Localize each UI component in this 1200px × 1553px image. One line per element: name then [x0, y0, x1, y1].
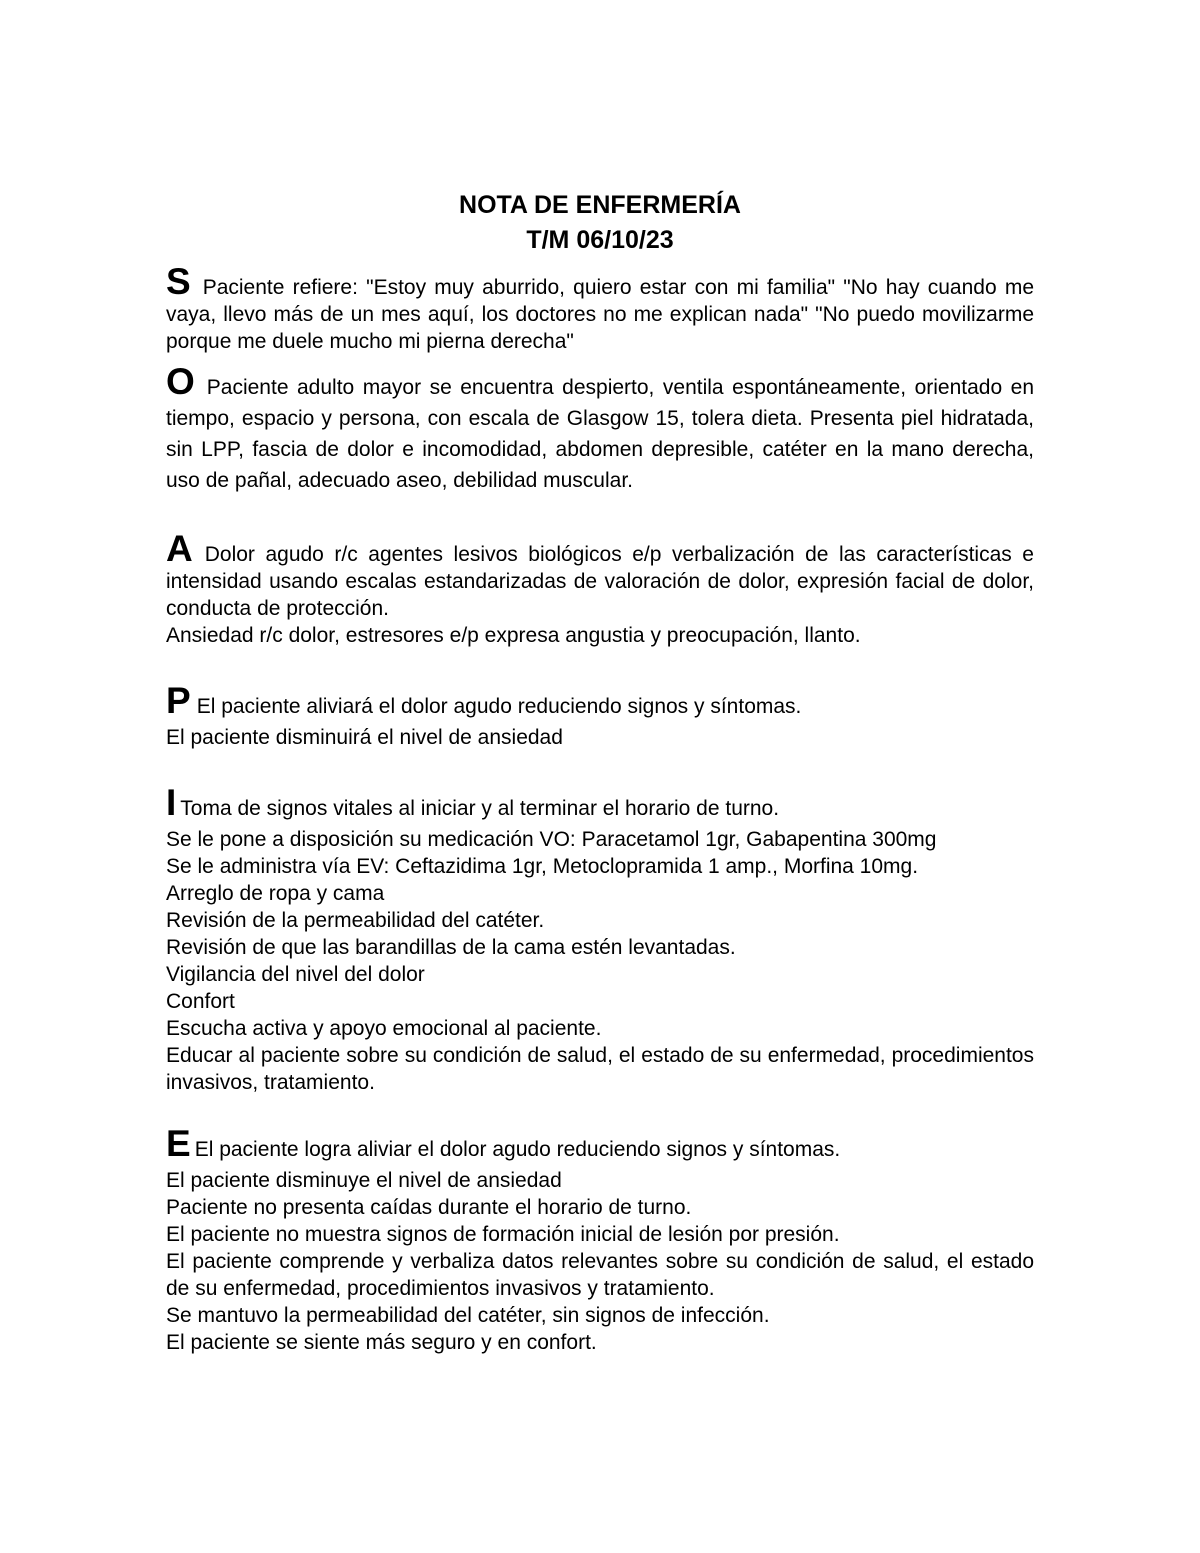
plan-line: El paciente disminuirá el nivel de ansiedad: [166, 726, 563, 749]
section-letter-s: S: [166, 261, 191, 302]
intervention-line: Se le pone a disposición su medicación VO: Paracetamol 1gr, Gabapentina 300mg: [166, 828, 937, 851]
evaluation-line: Se mantuvo la permeabilidad del catéter, sin signos de infección.: [166, 1304, 770, 1327]
intervention-line: Confort: [166, 990, 235, 1013]
section-letter-a: A: [166, 528, 193, 569]
evaluation-first-line: [166, 1123, 1034, 1164]
section-assessment: [166, 528, 1034, 649]
evaluation-first-text: El paciente logra aliviar el dolor agudo reduciendo signos y síntomas.: [194, 1138, 841, 1161]
document-title: NOTA DE ENFERMERÍA: [459, 191, 741, 219]
section-evaluation: [166, 1123, 1034, 1356]
subjective-paragraph: [166, 261, 1034, 355]
intervention-line: Revisión de la permeabilidad del catéter.: [166, 909, 545, 932]
assessment-line-2: Ansiedad r/c dolor, estresores e/p expresa angustia y preocupación, llanto.: [166, 624, 861, 647]
subjective-text: Paciente refiere: "Estoy muy aburrido, quiero estar con mi familia" "No hay cuando me vaya, llevo más de un mes aquí, los doctores no me explican nada" "No puedo movilizarme porque me duele mucho mi pierna derecha": [166, 276, 1034, 353]
evaluation-line: El paciente disminuye el nivel de ansiedad: [166, 1169, 562, 1192]
section-letter-i: I: [166, 782, 177, 823]
evaluation-line: El paciente se siente más seguro y en confort.: [166, 1331, 597, 1354]
intervention-line: Escucha activa y apoyo emocional al paciente.: [166, 1017, 602, 1040]
evaluation-line: El paciente no muestra signos de formación inicial de lesión por presión.: [166, 1223, 840, 1246]
assessment-paragraph: [166, 528, 1034, 622]
intervention-line: Arreglo de ropa y cama: [166, 882, 385, 905]
section-letter-e: E: [166, 1123, 191, 1164]
section-intervention: [166, 782, 1034, 1096]
evaluation-line: El paciente comprende y verbaliza datos relevantes sobre su condición de salud, el estado de su enfermedad, procedimientos invasivos y tratamiento.: [166, 1250, 1034, 1300]
evaluation-line: Paciente no presenta caídas durante el horario de turno.: [166, 1196, 692, 1219]
plan-first-line: [166, 680, 1034, 721]
intervention-line: Se le administra vía EV: Ceftazidima 1gr, Metoclopramida 1 amp., Morfina 10mg.: [166, 855, 919, 878]
intervention-line: Revisión de que las barandillas de la cama estén levantadas.: [166, 936, 736, 959]
section-subjective: [166, 261, 1034, 355]
intervention-first-line: [166, 782, 1034, 823]
intervention-line: Educar al paciente sobre su condición de salud, el estado de su enfermedad, procedimientos invasivos, tratamiento.: [166, 1044, 1034, 1094]
intervention-line: Vigilancia del nivel del dolor: [166, 963, 425, 986]
section-plan: [166, 680, 1034, 751]
section-letter-p: P: [166, 680, 191, 721]
intervention-first-text: Toma de signos vitales al iniciar y al terminar el horario de turno.: [180, 797, 780, 820]
assessment-text: Dolor agudo r/c agentes lesivos biológicos e/p verbalización de las características e intensidad usando escalas estandarizadas de valoración de dolor, expresión facial de dolor, conducta de protección.: [166, 543, 1034, 620]
objective-paragraph: [166, 361, 1034, 496]
section-objective: [166, 361, 1034, 496]
objective-text: Paciente adulto mayor se encuentra despierto, ventila espontáneamente, orientado en tiempo, espacio y persona, con escala de Glasgow 15, tolera dieta. Presenta piel hidratada, sin LPP, fascia de dolor e incomodidad, abdomen depresible, catéter en la mano derecha, uso de pañal, adecuado aseo, debilidad muscular.: [166, 376, 1034, 492]
section-letter-o: O: [166, 361, 195, 402]
plan-first-text: El paciente aliviará el dolor agudo reduciendo signos y síntomas.: [196, 695, 802, 718]
document-date: T/M 06/10/23: [526, 226, 674, 254]
